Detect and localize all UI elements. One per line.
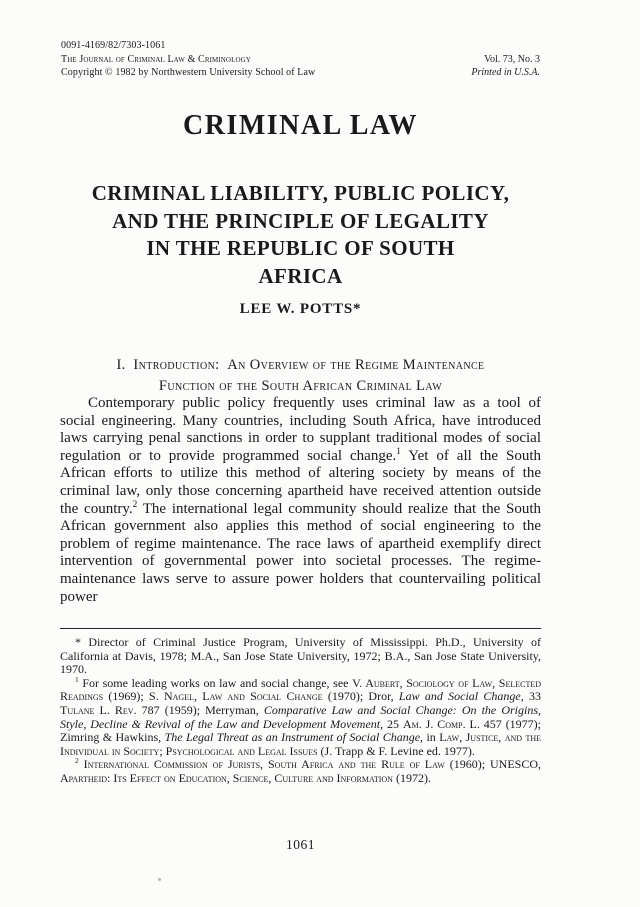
copyright-line: Copyright © 1982 by Northwestern University School of Law: [61, 67, 316, 78]
intro-heading: [60, 355, 541, 397]
article-title-line: IN THE REPUBLIC OF SOUTH: [146, 236, 455, 260]
journal-name: The Journal of Criminal Law & Criminology: [61, 53, 251, 65]
article-title: [60, 180, 541, 290]
footnote-star: * Director of Criminal Justice Program, University of Mississippi. Ph.D., University of California at Davis, 1978; M.A., San Jose State University, 1972; B.A., San Jose State University, 1970.: [60, 635, 541, 677]
issn-line: 0091-4169/82/7303-1061: [61, 40, 166, 51]
printed-in-line: Printed in U.S.A.: [471, 67, 540, 78]
body-paragraph: Contemporary public policy frequently uses criminal law as a tool of social engineering. Many countries, including South Africa, have introduced laws carrying penal sanctions in order to supplant traditional modes of social regulation or to provide programmed social change.$^1$ Yet of all the South African efforts to utilize this method of altering society by means of the criminal law, only those concerning apartheid have received attention outside the country.$^2$ The international legal community should realize that the South African government also applies this method of social engineering to the problem of regime maintenance. The race laws of apartheid exemplify direct intervention of governmental power into societal processes. The regime-maintenance laws serve to assure power holders that countervailing political power: [60, 395, 541, 605]
journal-header-left: [61, 39, 315, 80]
page-number: 1061: [286, 837, 315, 852]
footnote-divider: [60, 628, 541, 629]
section-title: CRIMINAL LAW: [182, 110, 419, 141]
intro-heading-line: Function of the South African Criminal Law: [158, 378, 443, 394]
footnotes: [60, 636, 541, 786]
article-title-line: CRIMINAL LIABILITY, PUBLIC POLICY,: [91, 181, 510, 205]
article-title-line: AFRICA: [258, 263, 343, 288]
volume-number: Vol. 73, No. 3: [484, 53, 540, 65]
scan-speck: [158, 878, 161, 881]
author-byline: LEE W. POTTS*: [239, 301, 362, 317]
article-title-line: AND THE PRINCIPLE OF LEGALITY: [112, 208, 489, 233]
footnote-1: $^1$ For some leading works on law and social change, see V. Aubert, Sociology of Law, Selected Readings (1969); S. Nagel, Law and Social Change (1970); Dror, Law and Social Change, 33 Tulane L. Rev. 787 (1959); Merryman, Comparative Law and Social Change: On the Origins, Style, Decline & Revival of the Law and Development Movement, 25 Am. J. Comp. L. 457 (1977); Zimring & Hawkins, The Legal Threat as an Instrument of Social Change, in Law, Justice, and the Individual in Society; Psychological and Legal Issues (J. Trapp & F. Levine ed. 1977).: [60, 674, 542, 758]
journal-header-right: [471, 53, 540, 80]
footnote-2: $^2$ International Commission of Jurists, South Africa and the Rule of Law (1960); UNESCO, Apartheid: Its Effect on Education, Science, Culture and Information (1972).: [60, 756, 541, 785]
intro-heading-line: I. Introduction: An Overview of the Regime Maintenance: [116, 357, 485, 373]
